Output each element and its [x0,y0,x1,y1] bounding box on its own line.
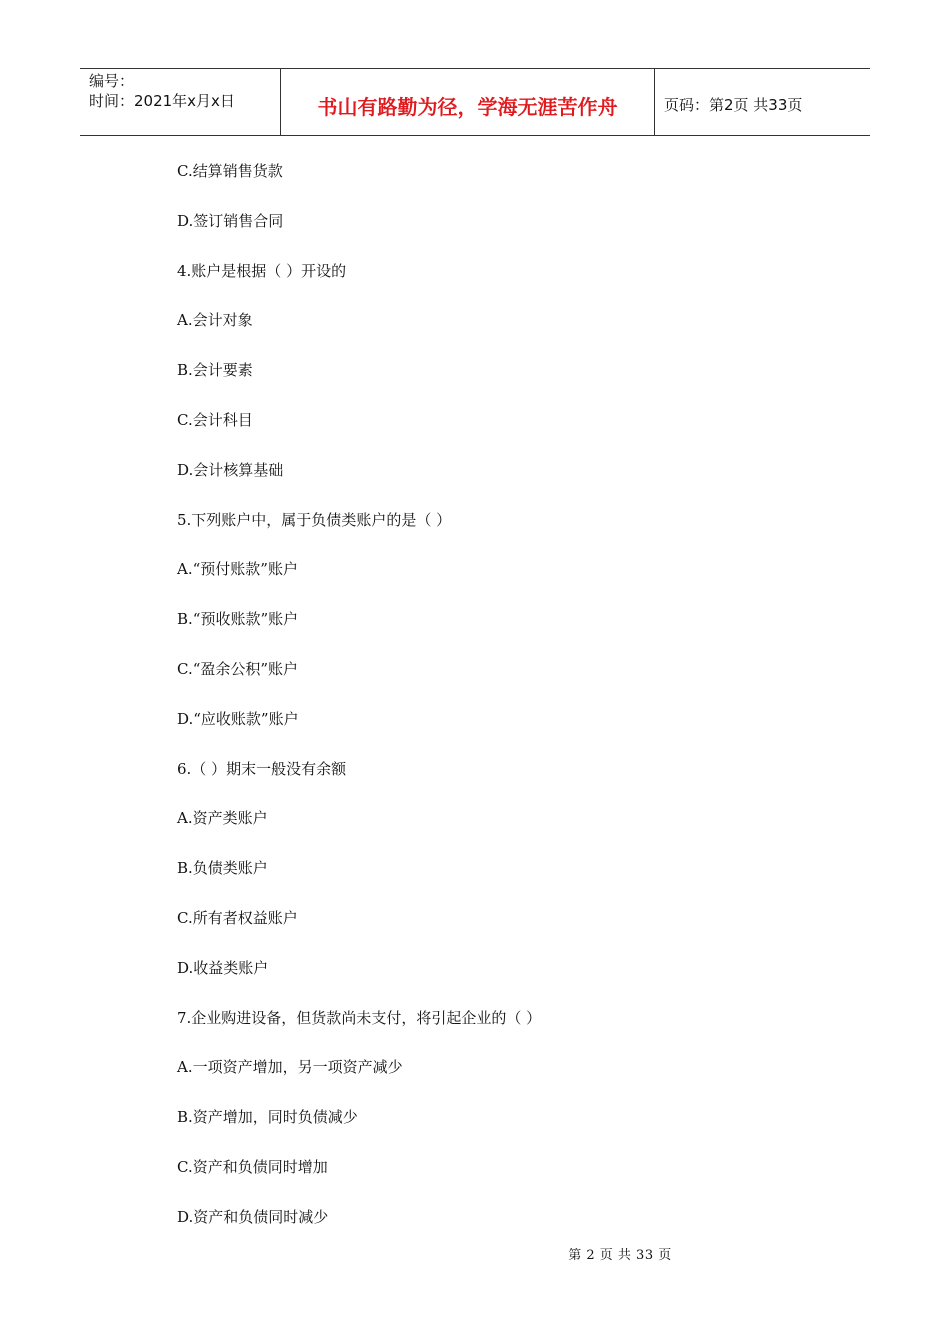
header-motto-cell [281,69,655,135]
header-page-number: 页码：第2页 共33页 [664,95,803,114]
option-line: C.资产和负债同时增加 [177,1157,328,1176]
header-info-cell [80,69,281,135]
option-line: D.“应收账款”账户 [177,709,299,728]
header-page-cell [655,69,870,135]
option-line: C.“盈余公积”账户 [177,659,299,678]
option-line: C.会计科目 [177,410,253,429]
question-content [177,155,797,1251]
option-line: A.一项资产增加，另一项资产减少 [177,1058,403,1077]
option-line: A.“预付账款”账户 [177,560,298,579]
option-line: B.资产增加，同时负债减少 [177,1108,358,1127]
option-line: D.签订销售合同 [177,211,284,230]
option-line: B.负债类账户 [177,859,268,878]
question-line: 5.下列账户中，属于负债类账户的是（ ） [177,510,452,529]
option-line: D.收益类账户 [177,958,269,977]
page-header [80,68,870,136]
option-line: C.所有者权益账户 [177,908,298,927]
document-number-label: 编号： [89,72,135,90]
question-line: 6.（ ）期末一般没有余额 [177,759,347,778]
header-motto: 书山有路勤为径，学海无涯苦作舟 [317,94,618,119]
option-line: B.“预收账款”账户 [177,610,299,629]
footer-page-number: 第 2 页 共 33 页 [568,1248,672,1263]
question-line: 7.企业购进设备，但货款尚未支付，将引起企业的（ ） [177,1008,542,1027]
document-time-label: 时间：2021年x月x日 [89,92,235,110]
option-line: C.结算销售货款 [177,162,283,180]
page-footer [0,1244,950,1263]
option-line: A.资产类账户 [177,809,268,828]
option-line: B.会计要素 [177,361,253,380]
option-line: A.会计对象 [177,311,253,330]
option-line: D.资产和负债同时减少 [177,1207,329,1226]
option-line: D.会计核算基础 [177,460,284,479]
question-line: 4.账户是根据（ ）开设的 [177,261,347,280]
